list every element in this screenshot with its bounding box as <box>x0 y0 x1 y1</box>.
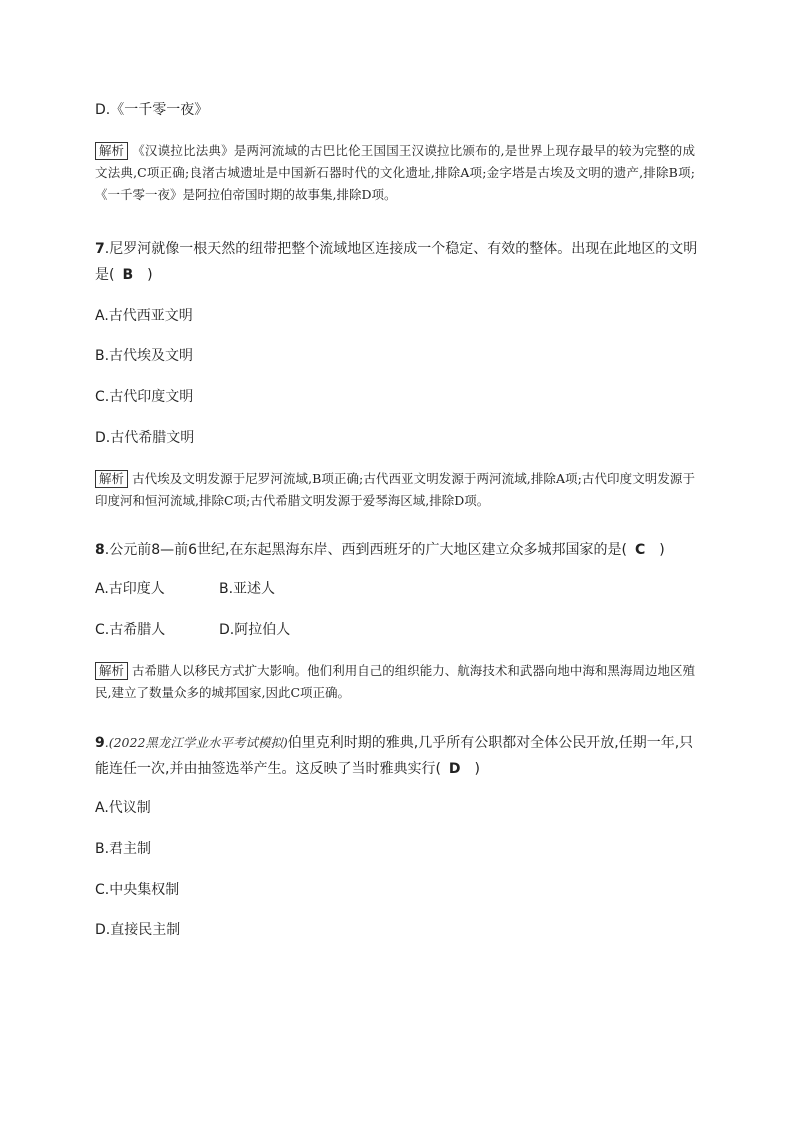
question-number: 8 <box>95 542 105 558</box>
question-source: .(2022黑龙江学业水平考试模拟) <box>104 735 288 750</box>
question-number: 7 <box>95 241 105 257</box>
explanation-q6 <box>95 140 695 206</box>
q8-option-a: A.古印度人 <box>95 581 165 597</box>
q8-option-c: C.古希腊人 <box>95 622 166 638</box>
explanation-tag: 解析 <box>95 142 128 160</box>
q9-option-b: B.君主制 <box>95 841 152 857</box>
answer-letter: D <box>448 761 461 777</box>
question-stem: 伯里克利时期的雅典,几乎所有公职都对全体公民开放,任期一年,只能连任一次,并由抽签选举产生。这反映了当时雅典实行( <box>95 735 694 777</box>
q9-option-a: A.代议制 <box>95 800 151 816</box>
question-7 <box>95 236 700 288</box>
close-paren: ) <box>659 542 665 558</box>
question-stem: .公元前8—前6世纪,在东起黑海东岸、西到西班牙的广大地区建立众多城邦国家的是( <box>104 542 627 558</box>
answer-letter: B <box>122 267 134 283</box>
explanation-q8 <box>95 660 695 704</box>
explanation-text: 古代埃及文明发源于尼罗河流域,B项正确;古代西亚文明发源于两河流域,排除A项;古代印度文明发源于印度河和恒河流域,排除C项;古代希腊文明发源于爱琴海区域,排除D项。 <box>95 471 695 508</box>
explanation-text: 古希腊人以移民方式扩大影响。他们利用自己的组织能力、航海技术和武器向地中海和黑海周边地区殖民,建立了数量众多的城邦国家,因此C项正确。 <box>95 663 695 700</box>
explanation-q7 <box>95 468 695 512</box>
q7-option-b: B.古代埃及文明 <box>95 348 194 364</box>
q7-option-d: D.古代希腊文明 <box>95 430 195 446</box>
question-8 <box>95 537 700 563</box>
q7-option-a: A.古代西亚文明 <box>95 308 193 324</box>
q8-option-d: D.阿拉伯人 <box>219 622 291 638</box>
q6-option-d: D.《一千零一夜》 <box>95 102 209 118</box>
answer-letter: C <box>634 542 646 558</box>
explanation-tag: 解析 <box>95 470 128 488</box>
close-paren: ) <box>147 267 153 283</box>
question-9 <box>95 730 700 782</box>
explanation-tag: 解析 <box>95 662 128 680</box>
question-stem: .尼罗河就像一根天然的纽带把整个流域地区连接成一个稳定、有效的整体。出现在此地区的文明是( <box>95 241 698 283</box>
explanation-text: 《汉谟拉比法典》是两河流域的古巴比伦王国国王汉谟拉比颁布的,是世界上现存最早的较为完整的成文法典,C项正确;良渚古城遗址是中国新石器时代的文化遗址,排除A项;金字塔是古埃及文明的遗产,排除B项;《一千零一夜》是阿拉伯帝国时期的故事集,排除D项。 <box>95 143 695 202</box>
q7-option-c: C.古代印度文明 <box>95 389 194 405</box>
q9-option-c: C.中央集权制 <box>95 882 180 898</box>
question-number: 9 <box>95 735 105 751</box>
close-paren: ) <box>474 761 481 777</box>
q8-option-b: B.亚述人 <box>219 581 276 597</box>
q9-option-d: D.直接民主制 <box>95 922 181 938</box>
